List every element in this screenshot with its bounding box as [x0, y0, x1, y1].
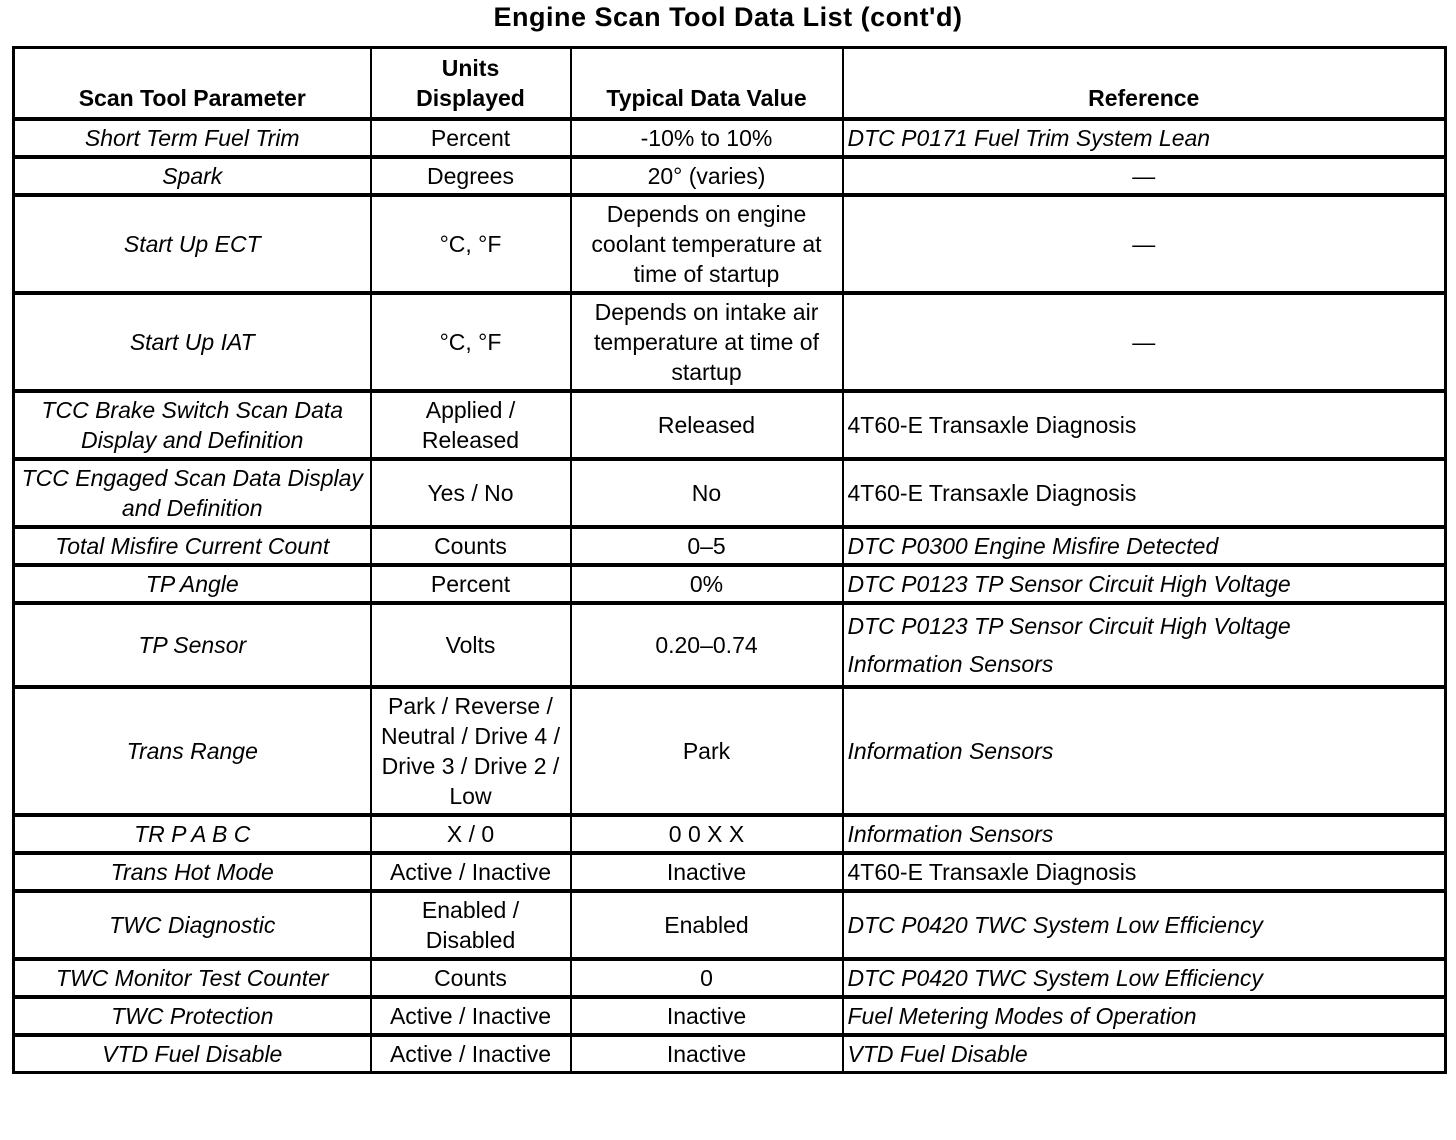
- reference-text: Fuel Metering Modes of Operation: [847, 1003, 1197, 1029]
- table-row: [14, 293, 1446, 391]
- cell-reference: [843, 195, 1446, 293]
- cell-units: Counts: [371, 959, 571, 997]
- cell-parameter: TR P A B C: [14, 815, 371, 853]
- reference-text: Information Sensors: [847, 738, 1054, 764]
- reference-text: —: [1132, 329, 1156, 355]
- header-units-line2: Displayed: [416, 85, 525, 111]
- cell-units: Park / Reverse / Neutral / Drive 4 / Drive 3 / Drive 2 / Low: [371, 687, 571, 815]
- cell-units: Active / Inactive: [371, 1035, 571, 1073]
- scan-tool-data-table: [12, 46, 1447, 1074]
- cell-parameter: TWC Protection: [14, 997, 371, 1035]
- cell-typical-value: 0.20–0.74: [571, 603, 843, 687]
- cell-typical-value: Inactive: [571, 1035, 843, 1073]
- header-reference: Reference: [843, 48, 1446, 120]
- table-row: [14, 959, 1446, 997]
- cell-parameter: VTD Fuel Disable: [14, 1035, 371, 1073]
- cell-typical-value: 20° (varies): [571, 157, 843, 195]
- header-units: [371, 48, 571, 120]
- cell-parameter: TP Angle: [14, 565, 371, 603]
- page-title: Engine Scan Tool Data List (cont'd): [493, 2, 963, 32]
- reference-text: DTC P0171 Fuel Trim System Lean: [847, 125, 1211, 151]
- table-row: [14, 119, 1446, 157]
- cell-parameter: Spark: [14, 157, 371, 195]
- reference-text: DTC P0123 TP Sensor Circuit High Voltage: [847, 613, 1291, 639]
- cell-parameter: TWC Diagnostic: [14, 891, 371, 959]
- reference-text: DTC P0420 TWC System Low Efficiency: [847, 912, 1263, 938]
- reference-text: Information Sensors: [847, 821, 1054, 847]
- cell-typical-value: No: [571, 459, 843, 527]
- cell-reference: [843, 815, 1446, 853]
- cell-reference: [843, 959, 1446, 997]
- cell-units: Yes / No: [371, 459, 571, 527]
- table-row: [14, 459, 1446, 527]
- table-row: [14, 157, 1446, 195]
- cell-units: °C, °F: [371, 195, 571, 293]
- cell-typical-value: Depends on intake air temperature at time of startup: [571, 293, 843, 391]
- cell-units: Active / Inactive: [371, 997, 571, 1035]
- cell-reference: [843, 687, 1446, 815]
- cell-reference: [843, 459, 1446, 527]
- header-parameter: Scan Tool Parameter: [14, 48, 371, 120]
- reference-text: DTC P0300 Engine Misfire Detected: [847, 533, 1219, 559]
- cell-units: Applied / Released: [371, 391, 571, 459]
- header-row: [14, 48, 1446, 120]
- cell-units: °C, °F: [371, 293, 571, 391]
- cell-typical-value: 0: [571, 959, 843, 997]
- reference-text: 4T60-E Transaxle Diagnosis: [847, 412, 1137, 438]
- cell-typical-value: 0%: [571, 565, 843, 603]
- cell-units: Volts: [371, 603, 571, 687]
- cell-parameter: Trans Range: [14, 687, 371, 815]
- reference-text: 4T60-E Transaxle Diagnosis: [847, 859, 1137, 885]
- cell-parameter: Start Up ECT: [14, 195, 371, 293]
- table-row: [14, 195, 1446, 293]
- reference-text: DTC P0123 TP Sensor Circuit High Voltage: [847, 571, 1291, 597]
- cell-units: Enabled / Disabled: [371, 891, 571, 959]
- reference-text: 4T60-E Transaxle Diagnosis: [847, 480, 1137, 506]
- table-row: [14, 687, 1446, 815]
- cell-parameter: TP Sensor: [14, 603, 371, 687]
- cell-typical-value: Park: [571, 687, 843, 815]
- cell-typical-value: Inactive: [571, 853, 843, 891]
- header-units-line1: Units: [441, 55, 500, 81]
- cell-units: Counts: [371, 527, 571, 565]
- table-row: [14, 853, 1446, 891]
- cell-reference: [843, 565, 1446, 603]
- cell-reference: [843, 391, 1446, 459]
- cell-units: Percent: [371, 119, 571, 157]
- cell-parameter: TCC Engaged Scan Data Display and Definition: [14, 459, 371, 527]
- reference-text: Information Sensors: [847, 651, 1054, 677]
- cell-parameter: Total Misfire Current Count: [14, 527, 371, 565]
- cell-units: Percent: [371, 565, 571, 603]
- table-row: [14, 891, 1446, 959]
- cell-reference: [843, 527, 1446, 565]
- cell-parameter: TWC Monitor Test Counter: [14, 959, 371, 997]
- cell-reference: [843, 891, 1446, 959]
- cell-reference: [843, 157, 1446, 195]
- cell-reference: [843, 1035, 1446, 1073]
- reference-text: —: [1132, 231, 1156, 257]
- reference-text: —: [1132, 163, 1156, 189]
- table-row: [14, 391, 1446, 459]
- cell-units: Degrees: [371, 157, 571, 195]
- cell-typical-value: Depends on engine coolant temperature at time of startup: [571, 195, 843, 293]
- table-row: [14, 1035, 1446, 1073]
- cell-units: Active / Inactive: [371, 853, 571, 891]
- cell-typical-value: Inactive: [571, 997, 843, 1035]
- header-typical: Typical Data Value: [571, 48, 843, 120]
- cell-units: X / 0: [371, 815, 571, 853]
- cell-reference: [843, 293, 1446, 391]
- reference-text: DTC P0420 TWC System Low Efficiency: [847, 965, 1263, 991]
- table-row: [14, 527, 1446, 565]
- cell-reference: [843, 603, 1446, 687]
- table-row: [14, 815, 1446, 853]
- cell-typical-value: -10% to 10%: [571, 119, 843, 157]
- cell-typical-value: 0–5: [571, 527, 843, 565]
- cell-reference: [843, 853, 1446, 891]
- table-row: [14, 997, 1446, 1035]
- cell-typical-value: Released: [571, 391, 843, 459]
- cell-parameter: Start Up IAT: [14, 293, 371, 391]
- cell-typical-value: 0 0 X X: [571, 815, 843, 853]
- cell-parameter: Trans Hot Mode: [14, 853, 371, 891]
- cell-reference: [843, 119, 1446, 157]
- cell-typical-value: Enabled: [571, 891, 843, 959]
- table-row: [14, 603, 1446, 687]
- table-row: [14, 565, 1446, 603]
- reference-text: VTD Fuel Disable: [847, 1041, 1028, 1067]
- cell-reference: [843, 997, 1446, 1035]
- cell-parameter: Short Term Fuel Trim: [14, 119, 371, 157]
- cell-parameter: TCC Brake Switch Scan Data Display and Definition: [14, 391, 371, 459]
